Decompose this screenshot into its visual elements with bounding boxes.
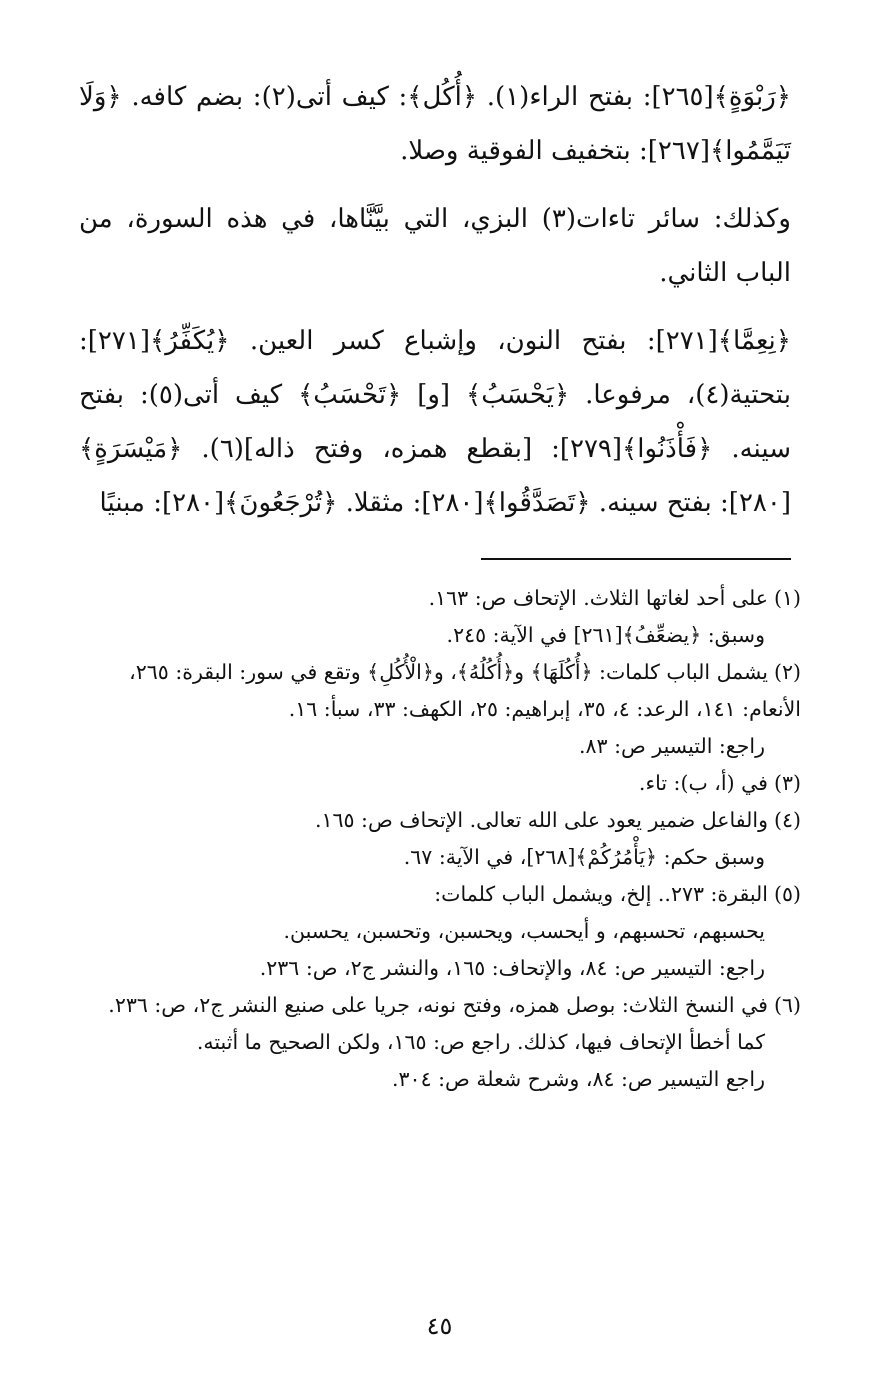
footnote-number: (٥) — [773, 882, 801, 906]
footnote-continuation: يحسبهم، تحسبهم، و أيحسب، ويحسبن، وتحسبن، يحسبن. — [283, 919, 765, 943]
footnote-number: (٢) — [773, 660, 801, 684]
footnote-continuation: وسبق حكم: ﴿يَأْمُرُكُمْ﴾[٢٦٨]، في الآية: ٦٧. — [403, 845, 765, 869]
footnote-text: على أحد لغاتها الثلاث. الإتحاف ص: ١٦٣. — [428, 586, 768, 610]
footnote-number: (٤) — [773, 808, 801, 832]
footnote-continuation: راجع: التيسير ص: ٨٤، والإتحاف: ١٦٥، والنشر ج٢، ص: ٢٣٦. — [259, 956, 765, 980]
footnote-text: البقرة: ٢٧٣.. إلخ، ويشمل الباب كلمات: — [434, 882, 768, 906]
main-paragraph: ﴿رَبْوَةٍ﴾[٢٦٥]: بفتح الراء(١). ﴿أُكُل﴾: كيف أتى(٢): بضم كافه. ﴿وَلَا تَيَمَّمُوا﴾[٢٦٧]: بتخفيف الفوقية وصلا. — [79, 82, 791, 166]
footnote-text: والفاعل ضمير يعود على الله تعالى. الإتحاف ص: ١٦٥. — [314, 808, 768, 832]
footnote-number: (٣) — [773, 771, 801, 795]
footnote-text: في (أ، ب): تاء. — [638, 771, 768, 795]
footnote-text: في النسخ الثلاث: بوصل همزه، وفتح نونه، جريا على صنيع النشر ج٢، ص: ٢٣٦. — [108, 993, 768, 1017]
main-paragraph: ﴿نِعِمَّا﴾[٢٧١]: بفتح النون، وإشباع كسر العين. ﴿يُكَفِّرُ﴾[٢٧١]: بتحتية(٤)، مرفوعا. ﴿يَحْسَبُ﴾ [و] ﴿تَحْسَبُ﴾ كيف أتى(٥): بفتح سينه. ﴿فَأْذَنُوا﴾[٢٧٩]: [بقطع همزه، وفتح ذاله](٦). ﴿مَيْسَرَةٍ﴾[٢٨٠]: بفتح سينه. ﴿تَصَدَّقُوا﴾[٢٨٠]: مثقلا. ﴿تُرْجَعُونَ﴾[٢٨٠]: مبنيًا — [79, 326, 792, 518]
page-number: ٤٥ — [426, 1312, 453, 1340]
footnote — [79, 765, 801, 802]
footnote-continuation: وسبق: ﴿يضعِّفُ﴾[٢٦١] في الآية: ٢٤٥. — [446, 623, 765, 647]
footnote-text: يشمل الباب كلمات: ﴿أُكُلَهَا﴾ و﴿أُكُلُهُ﴾، و﴿الْأُكُلِ﴾ وتقع في سور: البقرة: ٢٦٥، الأنعام: ١٤١، الرعد: ٤، ٣٥، إبراهيم: ٢٥، الكهف: ٣٣، سبأ: ١٦. — [129, 660, 801, 721]
footnote — [79, 654, 801, 765]
footnote — [79, 987, 801, 1098]
footnote — [79, 802, 801, 876]
footnote-divider — [481, 558, 791, 560]
footnote-continuation: راجع التيسير ص: ٨٤، وشرح شعلة ص: ٣٠٤. — [392, 1067, 765, 1091]
footnote-continuation: كما أخطأ الإتحاف فيها، كذلك. راجع ص: ١٦٥، ولكن الصحيح ما أثبته. — [196, 1030, 765, 1054]
footnote-number: (١) — [773, 586, 801, 610]
main-paragraph: وكذلك: سائر تاءات(٣) البزي، التي بيَّنَّاها، في هذه السورة، من الباب الثاني. — [79, 204, 791, 288]
footnote-continuation: راجع: التيسير ص: ٨٣. — [579, 734, 765, 758]
main-text — [79, 70, 791, 544]
footnote — [79, 580, 801, 654]
footnote — [79, 876, 801, 987]
footnotes — [79, 580, 801, 1098]
footnote-number: (٦) — [773, 993, 801, 1017]
